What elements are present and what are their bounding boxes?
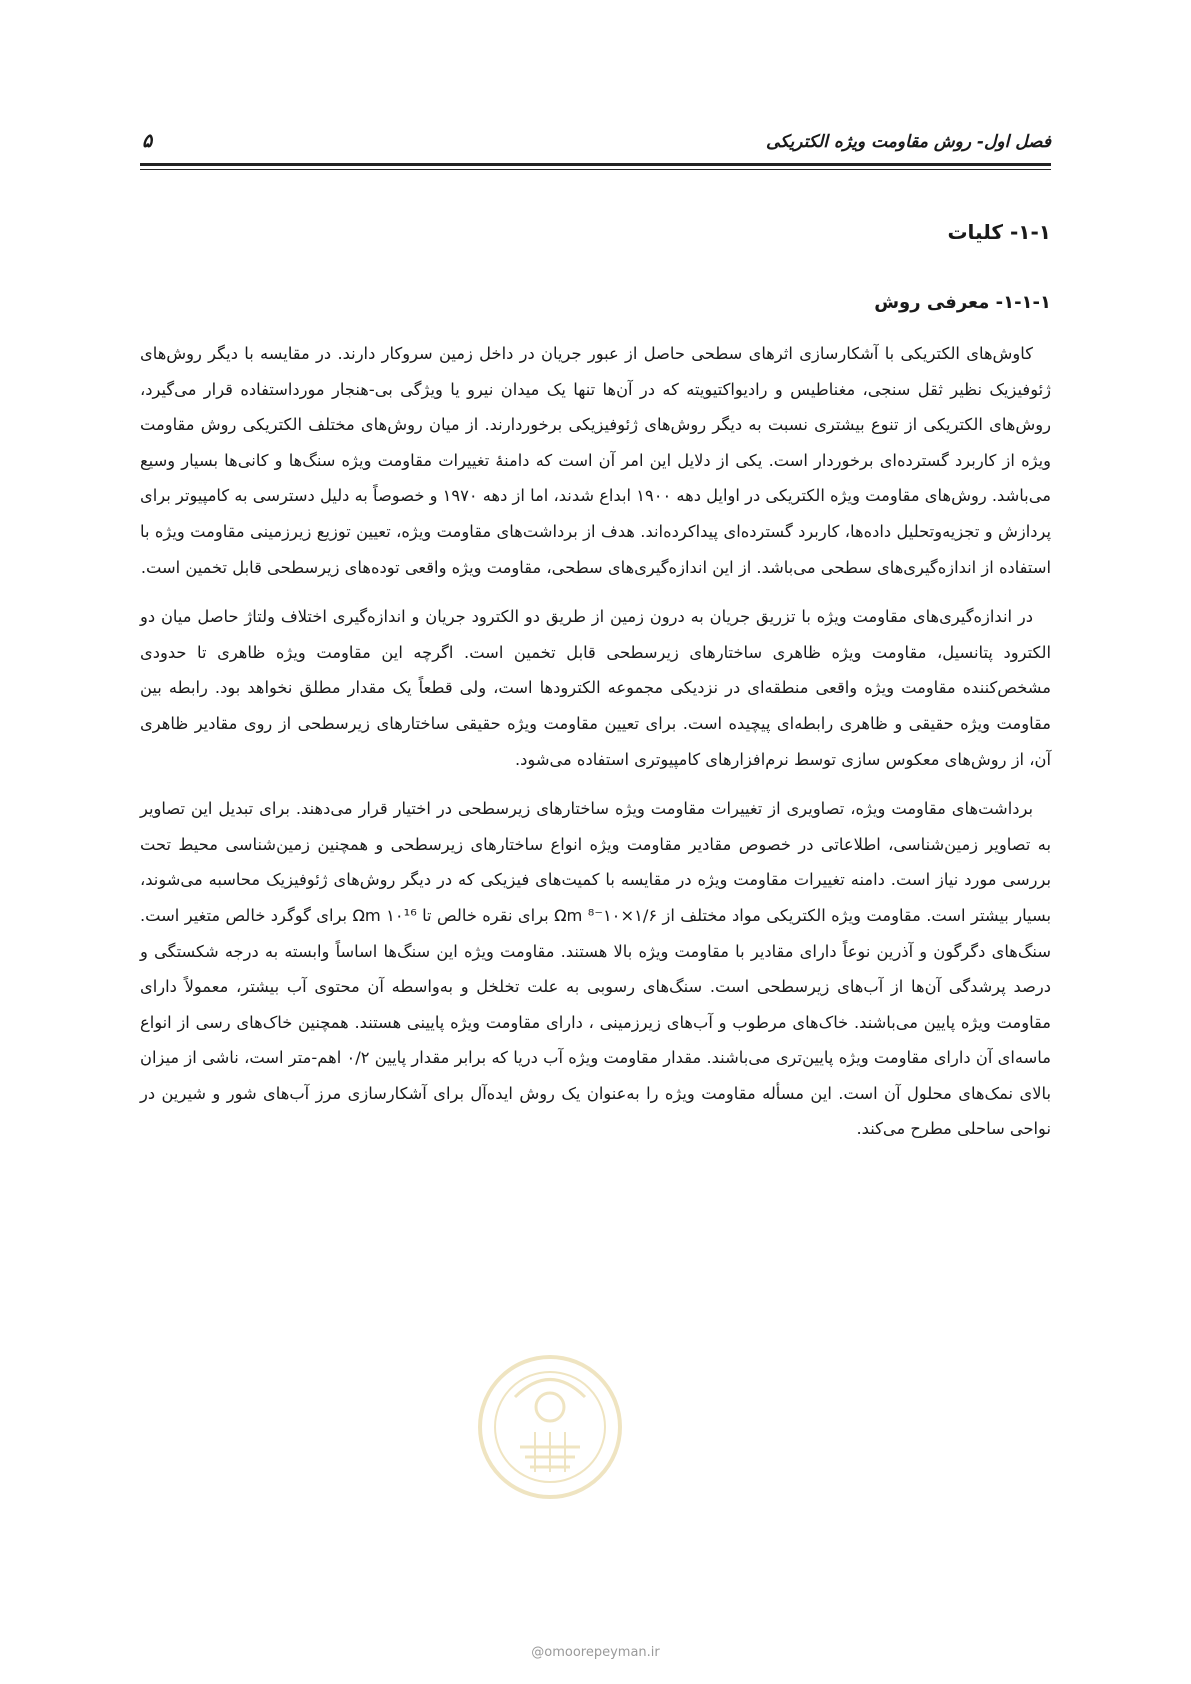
paragraph-2 <box>140 599 1051 777</box>
watermark-seal-icon <box>475 1352 625 1502</box>
footer-url: @omoorepeyman.ir <box>531 1645 660 1660</box>
header-rule-thin <box>140 169 1051 170</box>
paragraph-3-text: برداشت‌های مقاومت ویژه، تصاویری از تغییرات مقاومت ویژه ساختارهای زیرسطحی در اختیار قرار می‌دهند. برای تبدیل این تصاویر به تصاویر زمین‌شناسی، اطلاعاتی در خصوص مقادیر مقاومت ویژه انواع ساختارهای زیرسطحی و همچنین زمین‌شناسی محیط تحت بررسی مورد نیاز است. دامنه تغییرات مقاومت ویژه در مقایسه با کمیت‌های فیزیکی که در دیگر روش‌های ژئوفیزیک محاسبه می‌شوند، بسیار بیشتر است. مقاومت ویژه الکتریکی مواد مختلف از ۱/۶×۱۰⁻⁸ Ωm برای نقره خالص تا ۱۰¹⁶ Ωm برای گوگرد خالص متغیر است. سنگ‌های دگرگون و آذرین نوعاً دارای مقادیر با مقاومت ویژه بالا هستند. مقاومت ویژه این سنگ‌ها اساساً وابسته به درجه شکستگی و درصد پرشدگی آن‌ها از آب‌های زیرسطحی است. سنگ‌های رسوبی به علت تخلخل و به‌واسطه آن محتوی آب بیشتر، معمولاً دارای مقاومت ویژه پایین می‌باشند. خاک‌های مرطوب و آب‌های زیرزمینی ، دارای مقاومت ویژه پایینی هستند. همچنین خاک‌های رسی از انواع ماسه‌ای آن دارای مقاومت ویژه پایین‌تری می‌باشند. مقدار مقاومت ویژه آب دریا که برابر مقدار پایین ۰/۲ اهم-متر است، ناشی از میزان بالای نمک‌های محلول آن است. این مسأله مقاومت ویژه را به‌عنوان یک روش ایده‌آل برای آشکارسازی مرز آب‌های شور و شیرین در نواحی ساحلی مطرح می‌کند. <box>140 799 1051 1139</box>
running-header <box>140 128 1051 162</box>
page-number: ۵ <box>142 130 153 152</box>
paragraph-1-text: کاوش‌های الکتریکی با آشکارسازی اثرهای سطحی حاصل از عبور جریان در داخل زمین سروکار دارند. در مقایسه با دیگر روش‌های ژئوفیزیک نظیر ثقل سنجی، مغناطیس و رادیواکتیویته که در آن‌ها تنها یک میدان نیرو یا ویژگی بی-هنجار مورداستفاده قرار می‌گیرد، روش‌های الکتریکی از تنوع بیشتری نسبت به دیگر روش‌های ژئوفیزیکی برخوردارند. از میان روش‌های مختلف الکتریکی روش مقاومت ویژه از کاربرد گسترده‌ای برخوردار است. یکی از دلایل این امر آن است که دامنهٔ تغییرات مقاومت ویژه سنگ‌ها و کانی‌ها بسیار وسیع می‌باشد. روش‌های مقاومت ویژه الکتریکی در اوایل دهه ۱۹۰۰ ابداع شدند، اما از دهه ۱۹۷۰ و خصوصاً به دلیل دسترسی به کامپیوتر برای پردازش و تجزیه‌وتحلیل داده‌ها، کاربرد گسترده‌ای پیداکرده‌اند. هدف از برداشت‌های مقاومت ویژه، تعیین توزیع زیرزمینی مقاومت ویژه با استفاده از اندازه‌گیری‌های سطحی می‌باشد. از این اندازه‌گیری‌های سطحی، مقاومت ویژه واقعی توده‌های زیرسطحی قابل تخمین است. <box>140 344 1052 577</box>
section-heading: ۱-۱- کلیات <box>947 220 1051 244</box>
paragraph-3 <box>140 791 1051 1147</box>
paragraph-1 <box>140 336 1051 585</box>
paragraph-2-text: در اندازه‌گیری‌های مقاومت ویژه با تزریق جریان به درون زمین از طریق دو الکترود جریان و اندازه‌گیری اختلاف ولتاژ حاصل میان دو الکترود پتانسیل، مقاومت ویژه ظاهری ساختارهای زیرسطحی قابل تخمین است. اگرچه این مقاومت ویژه ظاهری تا حدودی مشخص‌کننده مقاومت ویژه واقعی منطقه‌ای در نزدیکی مجموعه الکترودها است، ولی قطعاً یک مقدار مطلق نخواهد بود. رابطه بین مقاومت ویژه حقیقی و ظاهری رابطه‌ای پیچیده است. برای تعیین مقاومت ویژه حقیقی ساختارهای زیرسطحی از روی مقادیر ظاهری آن، از روش‌های معکوس سازی توسط نرم‌افزارهای کامپیوتری استفاده می‌شود. <box>140 607 1051 769</box>
header-rule-thick <box>140 163 1051 166</box>
chapter-title: فصل اول- روش مقاومت ویژه الکتریکی <box>765 132 1051 152</box>
document-body <box>140 210 1051 1161</box>
subsection-heading: ۱-۱-۱- معرفی روش <box>874 292 1051 313</box>
